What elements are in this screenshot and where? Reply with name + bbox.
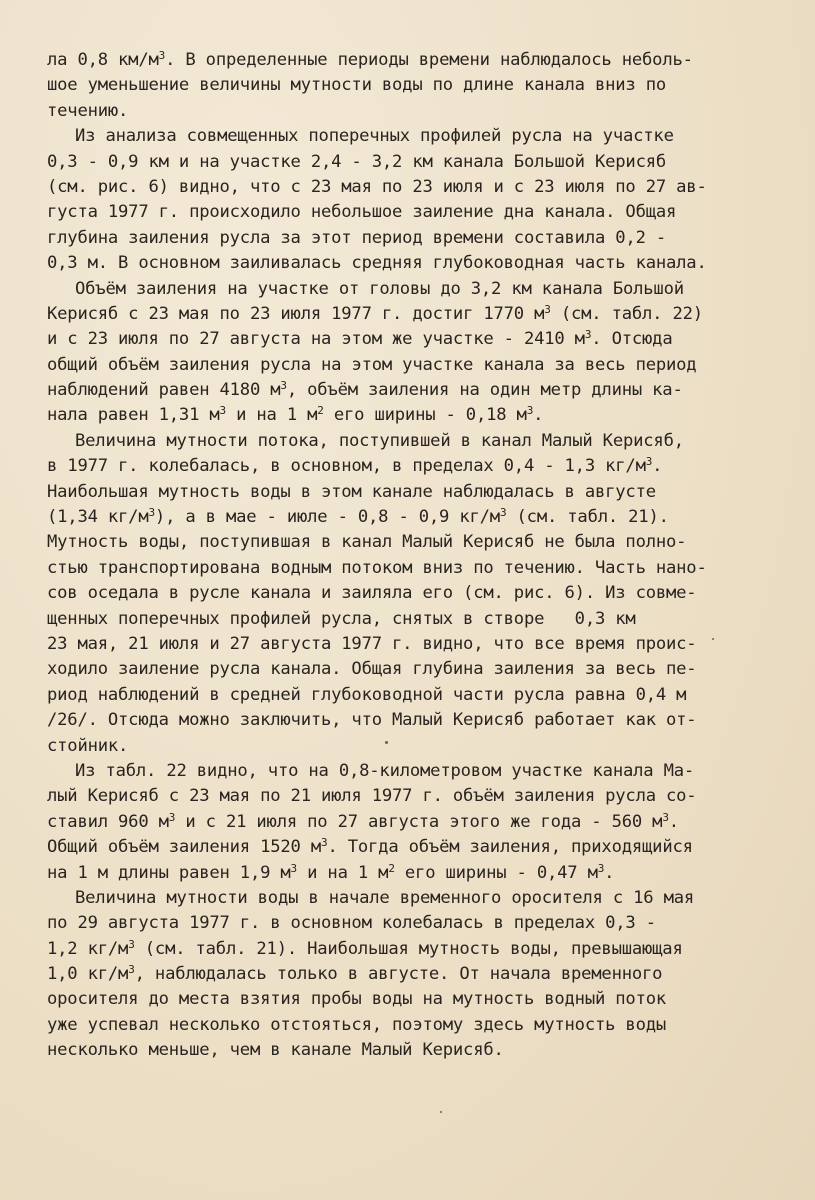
text-line [47, 99, 777, 124]
text-line [47, 378, 777, 403]
text-run: его ширины - 0,47 м [394, 862, 598, 883]
text-run: течению. [47, 100, 129, 121]
text-line [47, 1038, 777, 1063]
text-run: риод наблюдений в средней глубоководной части русла равна 0,4 м [47, 684, 687, 705]
text-line [47, 454, 777, 479]
text-run: несколько меньше, чем в канале Малый Керисяб. [47, 1040, 504, 1061]
text-line [47, 556, 777, 581]
text-run: и на 1 м [225, 405, 318, 426]
superscript: 3 [128, 937, 135, 951]
superscript: 3 [148, 506, 155, 520]
text-run: . [652, 456, 663, 477]
text-line [47, 581, 777, 606]
text-run: Из табл. 22 видно, что на 0,8-километровом участке канала Ма- [75, 760, 695, 781]
text-line [47, 708, 777, 733]
superscript: 3 [219, 404, 226, 418]
paper-speck [712, 638, 714, 640]
text-run: (1,34 кг/м [47, 507, 149, 528]
text-run: ), а в мае - июле - 0,8 - 0,9 кг/м [154, 507, 500, 528]
text-run: и с 23 июля по 27 августа на этом же участке - 2410 м [47, 329, 585, 350]
text-run: щенных поперечных профилей русла, снятых в створе 0,3 км [47, 608, 636, 629]
text-line [47, 251, 777, 276]
text-line [47, 200, 777, 225]
text-line [47, 505, 777, 530]
text-line [47, 175, 777, 200]
text-line [47, 530, 777, 555]
text-line [47, 327, 777, 352]
superscript: 2 [317, 404, 324, 418]
text-line [47, 124, 777, 149]
text-line [47, 734, 777, 759]
text-line [47, 48, 777, 73]
superscript: 3 [158, 49, 166, 62]
text-run: оросителя до места взятия пробы воды на мутность водный поток [47, 989, 667, 1010]
text-run: его ширины - 0,18 м [323, 405, 527, 426]
superscript: 3 [597, 861, 605, 875]
text-run: . В определенные периоды времени наблюдалось неболь- [165, 50, 693, 70]
text-line [47, 962, 777, 987]
text-line [47, 835, 777, 860]
text-line [47, 784, 777, 809]
superscript: 3 [645, 455, 653, 469]
text-run: Общий объём заиления 1520 м [47, 837, 321, 858]
text-line [47, 937, 777, 962]
text-run: Величина мутности потока, поступившей в канал Малый Керисяб, [75, 430, 684, 451]
superscript: 3 [321, 836, 328, 850]
text-line [47, 353, 777, 378]
text-run: . [533, 405, 544, 426]
text-run: ходило заиление русла канала. Общая глубина заиления за весь пе- [47, 659, 697, 680]
text-run: (см. табл. 21). Наибольшая мутность воды, превышающая [134, 938, 683, 959]
text-run: и на 1 м [296, 862, 389, 883]
paper-speck [440, 1111, 442, 1113]
text-line [47, 607, 777, 632]
text-run: Наибольшая мутность воды в этом канале наблюдалась в августе [47, 481, 656, 502]
paper-speck [385, 741, 388, 744]
text-run: наблюдений равен 4180 м [47, 380, 281, 401]
text-line [47, 861, 777, 886]
superscript: 3 [128, 963, 135, 977]
superscript: 3 [499, 506, 507, 520]
text-line [47, 987, 777, 1012]
text-run: , наблюдалась только в августе. От начала временного [134, 964, 663, 985]
text-line [47, 302, 777, 327]
text-run: , объём заиления на один метр длины ка- [286, 380, 683, 401]
superscript: 3 [662, 810, 669, 824]
text-run: Керисяб с 23 мая по 23 июля 1977 г. достиг 1770 м [47, 303, 545, 324]
text-run: по 29 августа 1977 г. в основном колебалась в пределах 0,3 - [47, 913, 656, 934]
text-line [47, 403, 777, 428]
text-run: . Отсюда [591, 329, 673, 350]
document-body [47, 48, 777, 1064]
text-run: (см. рис. 6) видно, что с 23 мая по 23 июля и с 23 июля по 27 ав- [47, 176, 707, 197]
text-run: 1,2 кг/м [47, 938, 129, 959]
text-line [47, 810, 777, 835]
superscript: 3 [544, 302, 551, 316]
text-run: . Тогда объём заиления, приходящийся [327, 837, 693, 858]
superscript: 2 [388, 861, 395, 875]
superscript: 3 [168, 810, 176, 824]
superscript: 3 [280, 379, 287, 393]
text-line [47, 277, 777, 302]
text-run: и с 21 июля по 27 августа этого же года - 560 м [175, 811, 663, 832]
superscript: 3 [290, 861, 297, 875]
text-run: 0,3 - 0,9 км и на участке 2,4 - 3,2 км канала Большой Керисяб [47, 151, 667, 172]
text-line [47, 911, 777, 936]
text-run: шое уменьшение величины мутности воды по длине канала вниз по [47, 75, 667, 96]
text-run: . [668, 811, 679, 832]
text-run: в 1977 г. колебалась, в основном, в пределах 0,4 - 1,3 кг/м [47, 456, 646, 477]
text-run: 23 мая, 21 июля и 27 августа 1977 г. видно, что все время проис- [47, 633, 697, 654]
text-run: (см. табл. 22) [550, 303, 703, 324]
text-run: сов оседала в русле канала и заиляла его (см. рис. 6). Из совме- [47, 583, 697, 604]
text-run: стью транспортирована водным потоком вниз по течению. Часть нано- [47, 557, 707, 578]
superscript: 3 [526, 404, 534, 418]
text-run: уже успевал несколько отстояться, поэтому здесь мутность воды [47, 1014, 667, 1035]
text-run: Мутность воды, поступившая в канал Малый Керисяб не была полно- [47, 532, 687, 553]
text-run: . [604, 862, 615, 883]
text-run: густа 1977 г. происходило небольшое заиление дна канала. Общая [47, 202, 677, 223]
text-run: ла 0,8 км/м [47, 50, 159, 70]
text-line [47, 759, 777, 784]
text-line [47, 480, 777, 505]
text-run: на 1 м длины равен 1,9 м [47, 862, 291, 883]
text-run: ставил 960 м [47, 811, 169, 832]
text-run: 1,0 кг/м [47, 964, 129, 985]
text-line [47, 632, 777, 657]
text-run: стойник. [47, 735, 129, 756]
text-line [47, 683, 777, 708]
text-line [47, 1013, 777, 1038]
text-run: 0,3 м. В основном заиливалась средняя глубоководная часть канала. [47, 253, 707, 274]
text-run: Объём заиления на участке от головы до 3,2 км канала Большой [75, 278, 684, 299]
text-run: /26/. Отсюда можно заключить, что Малый Керисяб работает как от- [47, 710, 697, 731]
text-run: нала равен 1,31 м [47, 405, 220, 426]
text-line [47, 226, 777, 251]
text-line [47, 73, 777, 98]
text-line [47, 657, 777, 682]
text-line [47, 150, 777, 175]
text-run: Величина мутности воды в начале временного оросителя с 16 мая [75, 887, 695, 908]
superscript: 3 [584, 328, 592, 342]
text-run: общий объём заиления русла на этом участке канала за весь период [47, 354, 697, 375]
text-run: глубина заиления русла за этот период времени составила 0,2 - [47, 227, 667, 248]
text-line [47, 429, 777, 454]
text-run: (см. табл. 21). [506, 507, 669, 528]
text-run: Из анализа совмещенных поперечных профилей русла на участке [75, 126, 674, 147]
text-line [47, 886, 777, 911]
text-run: лый Керисяб с 23 мая по 21 июля 1977 г. объём заиления русла со- [47, 786, 697, 807]
